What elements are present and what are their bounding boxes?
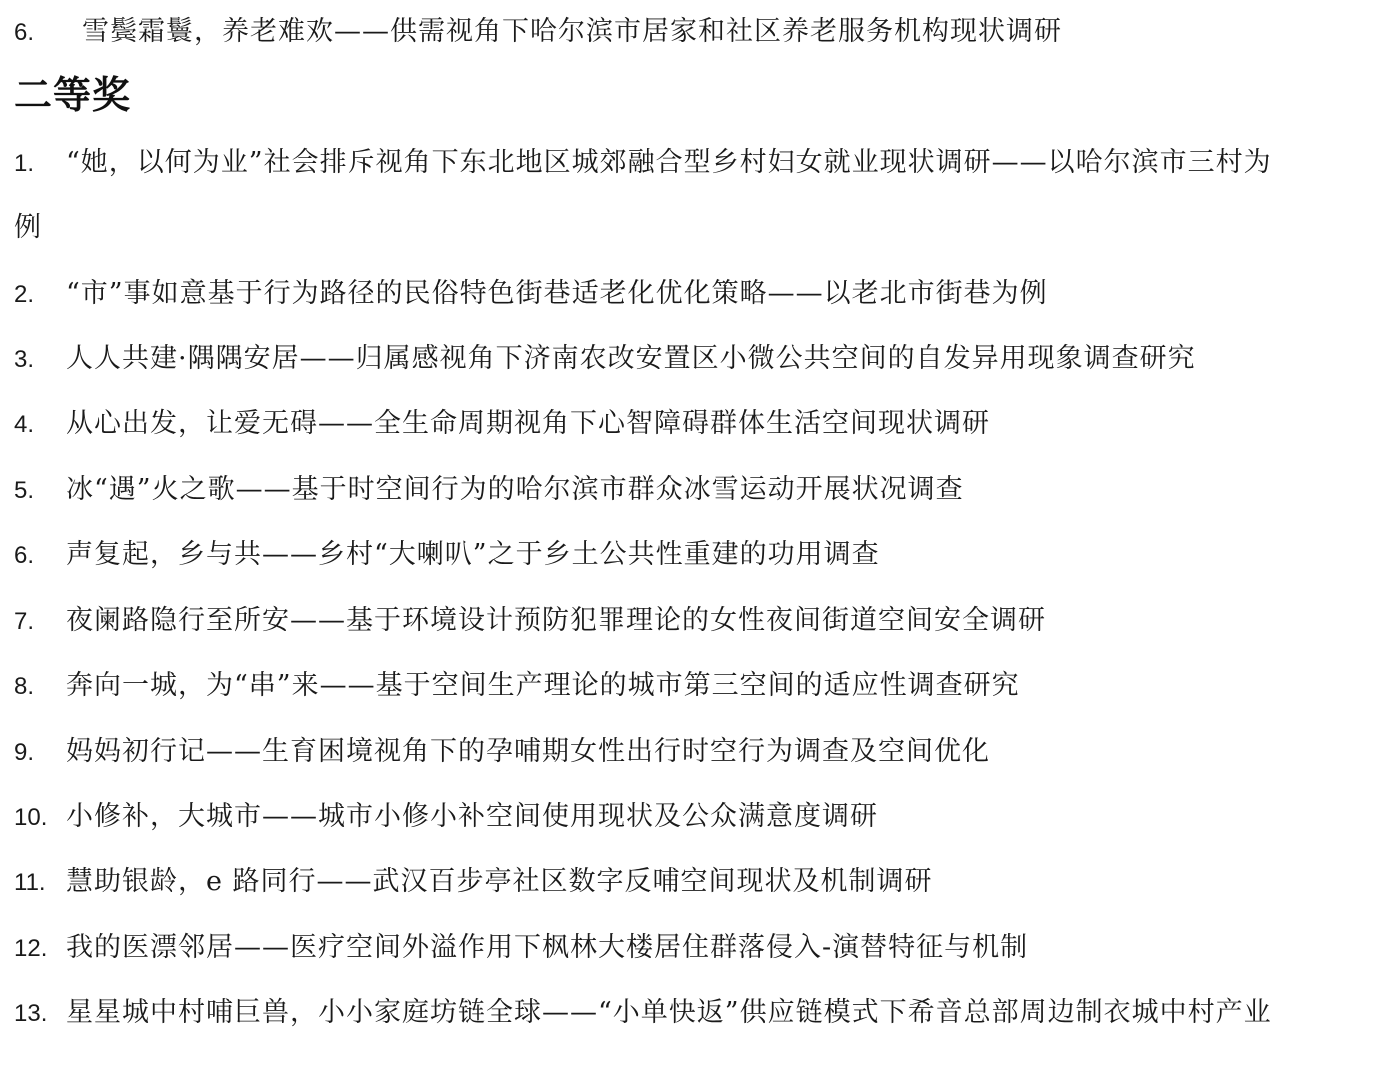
item-number: 11.	[14, 869, 46, 896]
item-text: 慧助银龄，e 路同行——武汉百步亭社区数字反哺空间现状及机制调研	[66, 866, 933, 897]
section-heading: 二等奖	[14, 73, 132, 117]
item-text: 人人共建·隅隅安居——归属感视角下济南农改安置区小微公共空间的自发异用现象调查研究	[66, 343, 1196, 374]
list-item	[14, 537, 880, 573]
item-number: 8.	[14, 673, 35, 700]
list-item	[14, 799, 878, 835]
item-number: 9.	[14, 739, 35, 766]
item-text: 小修补，大城市——城市小修小补空间使用现状及公众满意度调研	[66, 801, 878, 832]
item-text: 雪鬓霜鬟，养老难欢——供需视角下哈尔滨市居家和社区养老服务机构现状调研	[82, 16, 1062, 47]
item-text: 我的医漂邻居——医疗空间外溢作用下枫林大楼居住群落侵入-演替特征与机制	[66, 932, 1029, 963]
list-item	[14, 603, 1046, 639]
list-item	[14, 145, 1272, 181]
item-text: 星星城中村哺巨兽，小小家庭坊链全球——“小单快返”供应链模式下希音总部周边制衣城中村产业	[66, 997, 1272, 1028]
item-number: 7.	[14, 608, 35, 635]
list-item	[14, 406, 990, 442]
item-text: “市”事如意基于行为路径的民俗特色街巷适老化优化策略——以老北市街巷为例	[66, 278, 1048, 309]
list-item	[14, 276, 1048, 312]
list-item	[14, 472, 964, 508]
item-text: “她，以何为业”社会排斥视角下东北地区城郊融合型乡村妇女就业现状调研——以哈尔滨市三村为	[66, 147, 1272, 178]
item-number: 1.	[14, 150, 35, 177]
item-number: 12.	[14, 935, 48, 962]
item-number: 5.	[14, 477, 35, 504]
list-item	[14, 734, 990, 770]
list-item-top	[14, 14, 1062, 50]
item-text-continuation: 例	[14, 212, 42, 243]
item-text: 夜阑路隐行至所安——基于环境设计预防犯罪理论的女性夜间街道空间安全调研	[66, 605, 1046, 636]
list-item	[14, 995, 1272, 1031]
item-text: 声复起，乡与共——乡村“大喇叭”之于乡土公共性重建的功用调查	[66, 539, 880, 570]
item-number: 6.	[14, 19, 35, 46]
list-item	[14, 864, 933, 900]
item-text: 冰“遇”火之歌——基于时空间行为的哈尔滨市群众冰雪运动开展状况调查	[66, 474, 964, 505]
item-number: 6.	[14, 542, 35, 569]
item-number: 10.	[14, 804, 48, 831]
item-number: 4.	[14, 411, 35, 438]
item-number: 2.	[14, 281, 35, 308]
item-text: 妈妈初行记——生育困境视角下的孕哺期女性出行时空行为调查及空间优化	[66, 736, 990, 767]
item-number: 3.	[14, 346, 35, 373]
list-item	[14, 668, 1020, 704]
item-text: 从心出发，让爱无碍——全生命周期视角下心智障碍群体生活空间现状调研	[66, 408, 990, 439]
item-number: 13.	[14, 1000, 48, 1027]
list-item	[14, 930, 1028, 966]
item-text: 奔向一城，为“串”来——基于空间生产理论的城市第三空间的适应性调查研究	[66, 670, 1020, 701]
list-item	[14, 341, 1196, 377]
